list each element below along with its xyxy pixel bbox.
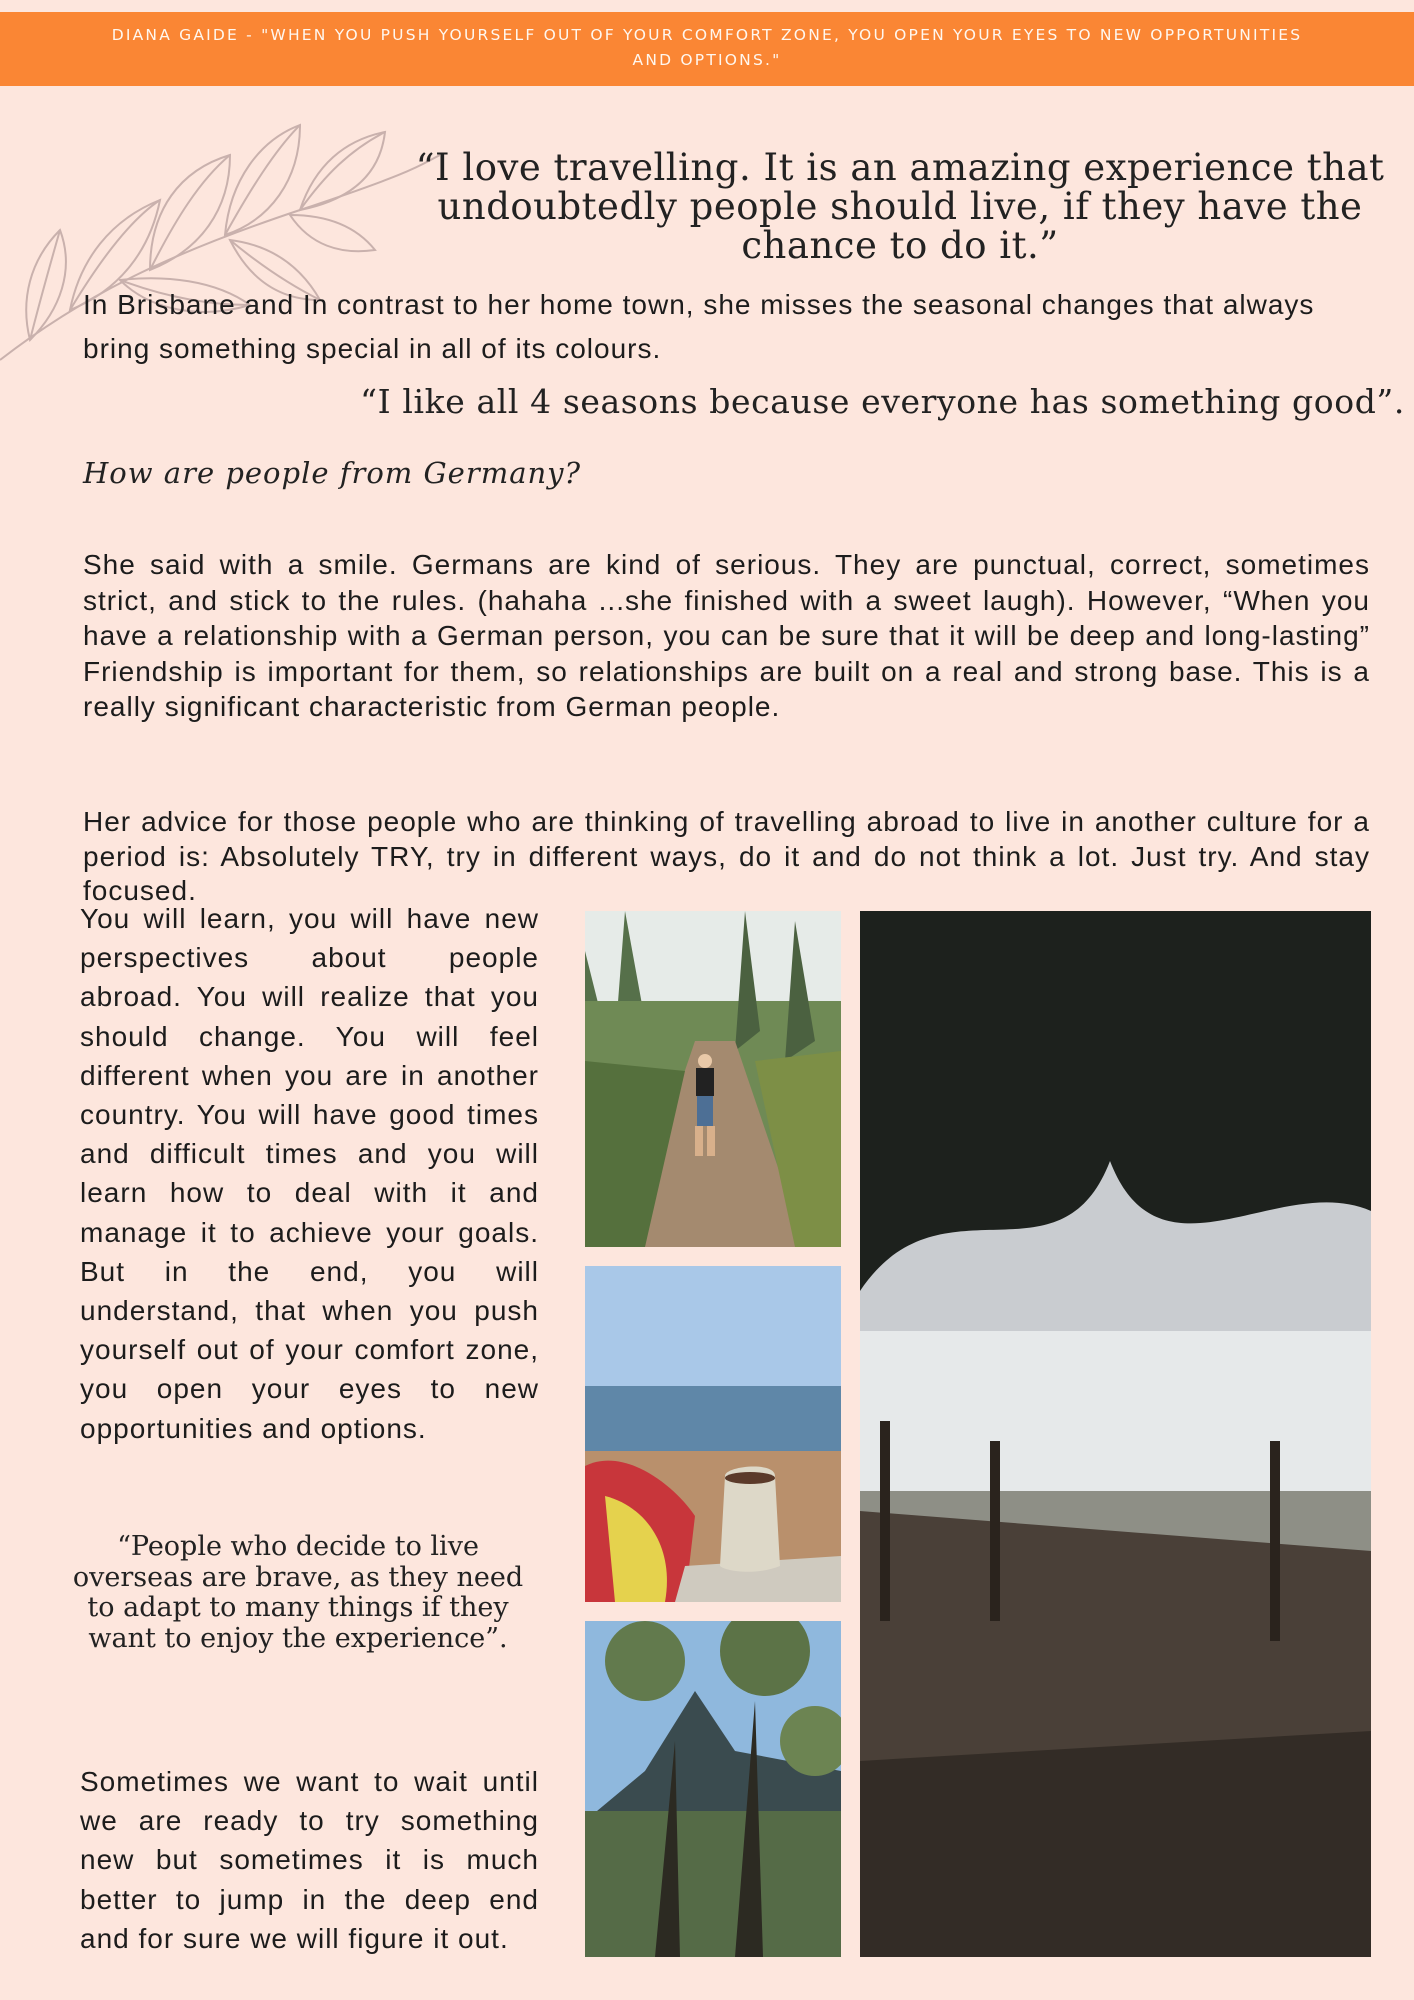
shaded-beach-path-photo [860, 911, 1371, 1957]
paragraph-learn: You will learn, you will have new perspectives about people abroad. You will realize that you should change. You will feel different when you are in another country. You will have good times and difficult times and you will learn how to deal with it and manage it to achieve your goals. But in the end, you will understand, that when you push yourself out of your comfort zone, you open your eyes to new opportunities and options. [80, 903, 539, 1444]
pull-quote-seasons: “I like all 4 seasons because everyone has something good”. [360, 382, 1405, 421]
paragraph-wait: Sometimes we want to wait until we are ready to try something new but sometimes it is much better to jump in the deep end and for sure we will figure it out. [80, 1766, 539, 1954]
beach-jug-photo [585, 1266, 841, 1602]
paragraph-brisbane: In Brisbane and In contrast to her home town, she misses the seasonal changes that always bring something special in all of its colours. [83, 289, 1315, 364]
question-heading: How are people from Germany? [83, 456, 582, 490]
banner-line-1: DIANA GAIDE - "WHEN YOU PUSH YOURSELF OUT OF YOUR COMFORT ZONE, YOU OPEN YOUR EYES TO NEW OPPORTUNITIES [111, 26, 1303, 44]
pull-quote-travel: “I love travelling. It is an amazing experience that undoubtedly people should live, if they have the chance to do it.” [415, 146, 1385, 267]
paragraph-advice: Her advice for those people who are thinking of travelling abroad to live in another culture for a period is: Absolutely TRY, try in different ways, do it and do not think a lot. Just try. And stay focused. [83, 806, 1370, 906]
mountain-trees-photo [585, 1621, 841, 1957]
paragraph-germans: She said with a smile. Germans are kind of serious. They are punctual, correct, sometimes strict, and stick to the rules. (hahaha ...she finished with a sweet laugh). However, “When you have a relationship with a German person, you can be sure that it will be deep and long-lasting” Friendship is important for them, so relationships are built on a real and strong base. This is a really significant characteristic from German people. [83, 549, 1370, 722]
pull-quote-brave: “People who decide to live overseas are brave, as they need to adapt to many things if they want to enjoy the experience”. [72, 1531, 524, 1654]
banner-line-2: AND OPTIONS." [632, 51, 782, 69]
woman-hiking-trail-photo [585, 911, 841, 1247]
